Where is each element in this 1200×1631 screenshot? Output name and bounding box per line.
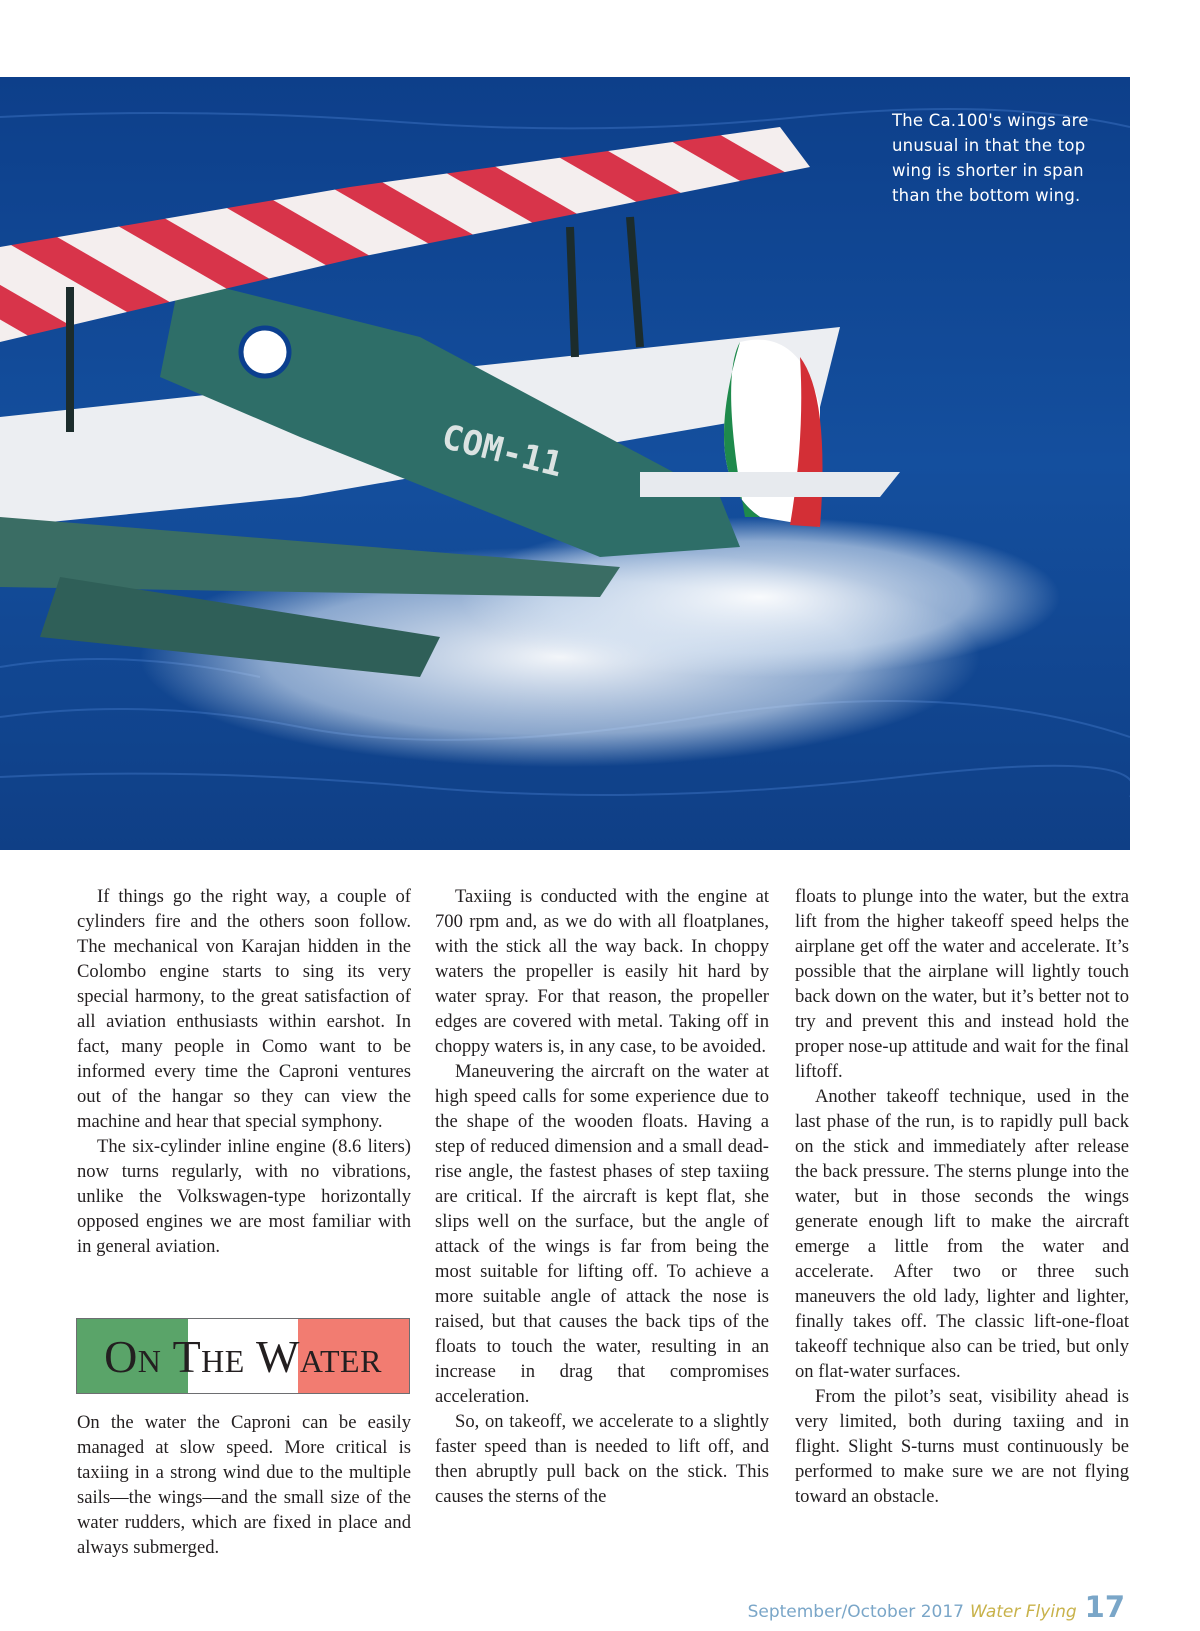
- registration-label: COM-11: [437, 416, 567, 486]
- paragraph: Maneuvering the aircraft on the water at high speed calls for some experience due to the shape of the wooden floats. Having a step of reduced dimension and a small dead-rise angle, the fastest phases of step taxiing are critical. If the aircraft is kept flat, she slips well on the surface, but the angle of attack of the wings is far from being the most suitable for lifting off. To achieve a more suitable angle of attack the nose is raised, but that causes the back tips of the floats to touch the water, resulting in an increase in drag that compromises acceleration.: [435, 1061, 769, 1407]
- section-heading-box: [76, 1318, 410, 1394]
- photo-caption: The Ca.100's wings are unusual in that the top wing is shorter in span than the bottom wing.: [892, 111, 1089, 205]
- article-column-3: [795, 884, 1129, 1509]
- paragraph: The six-cylinder inline engine (8.6 liters) now turns regularly, with no vibrations, unlike the Volkswagen-type horizontally opposed engines we are most familiar with in general aviation.: [77, 1136, 411, 1257]
- page-footer: [748, 1590, 1125, 1624]
- section-heading: On The Water: [104, 1330, 382, 1382]
- paragraph: Taxiing is conducted with the engine at 700 rpm and, as we do with all floatplanes, with the stick all the way back. In choppy waters the propeller is easily hit hard by water spray. For that reason, the propeller edges are covered with metal. Taking off in choppy waters is, in any case, to be avoided.: [435, 886, 769, 1057]
- article-column-1: [77, 884, 411, 1259]
- paragraph: On the water the Caproni can be easily managed at slow speed. More critical is taxiing in a strong wind due to the multiple sails—the wings—and the small size of the water rudders, which are fixed in place and always submerged.: [77, 1412, 411, 1558]
- paragraph: floats to plunge into the water, but the extra lift from the higher takeoff speed helps the airplane get off the water and accelerate. It’s possible that the airplane will lightly touch back down on the water, but it’s better not to try and prevent this and instead hold the proper nose-up attitude and wait for the final liftoff.: [795, 886, 1129, 1082]
- page-number: 17: [1084, 1590, 1125, 1624]
- paragraph: Another takeoff technique, used in the last phase of the run, is to rapidly pull back on the stick and immediately after release the back pressure. The sterns plunge into the water, but in those seconds the wings generate enough lift to make the aircraft emerge a little from the water and accelerate. After two or three such maneuvers the old lady, lighter and lighter, finally takes off. The classic lift-one-float takeoff technique also can be tried, but only on flat-water surfaces.: [795, 1086, 1129, 1382]
- paragraph: If things go the right way, a couple of cylinders fire and the others soon follow. The mechanical von Karajan hidden in the Colombo engine starts to sing its very special harmony, to the great satisfaction of all aviation enthusiasts within earshot. In fact, many people in Como want to be informed every time the Caproni ventures out of the hangar so they can view the machine and hear that special symphony.: [77, 886, 411, 1132]
- paragraph: So, on takeoff, we accelerate to a slightly faster speed than is needed to lift off, and then abruptly pull back on the stick. This causes the sterns of the: [435, 1411, 769, 1507]
- paragraph: From the pilot’s seat, visibility ahead is very limited, both during taxiing and in flight. Slight S-turns must continuously be performed to make sure we are not flying toward an obstacle.: [795, 1386, 1129, 1507]
- article-column-1-continued: [77, 1410, 411, 1560]
- article-column-2: [435, 884, 769, 1509]
- magazine-name: Water Flying: [969, 1602, 1077, 1622]
- issue-date: September/October 2017: [747, 1602, 964, 1622]
